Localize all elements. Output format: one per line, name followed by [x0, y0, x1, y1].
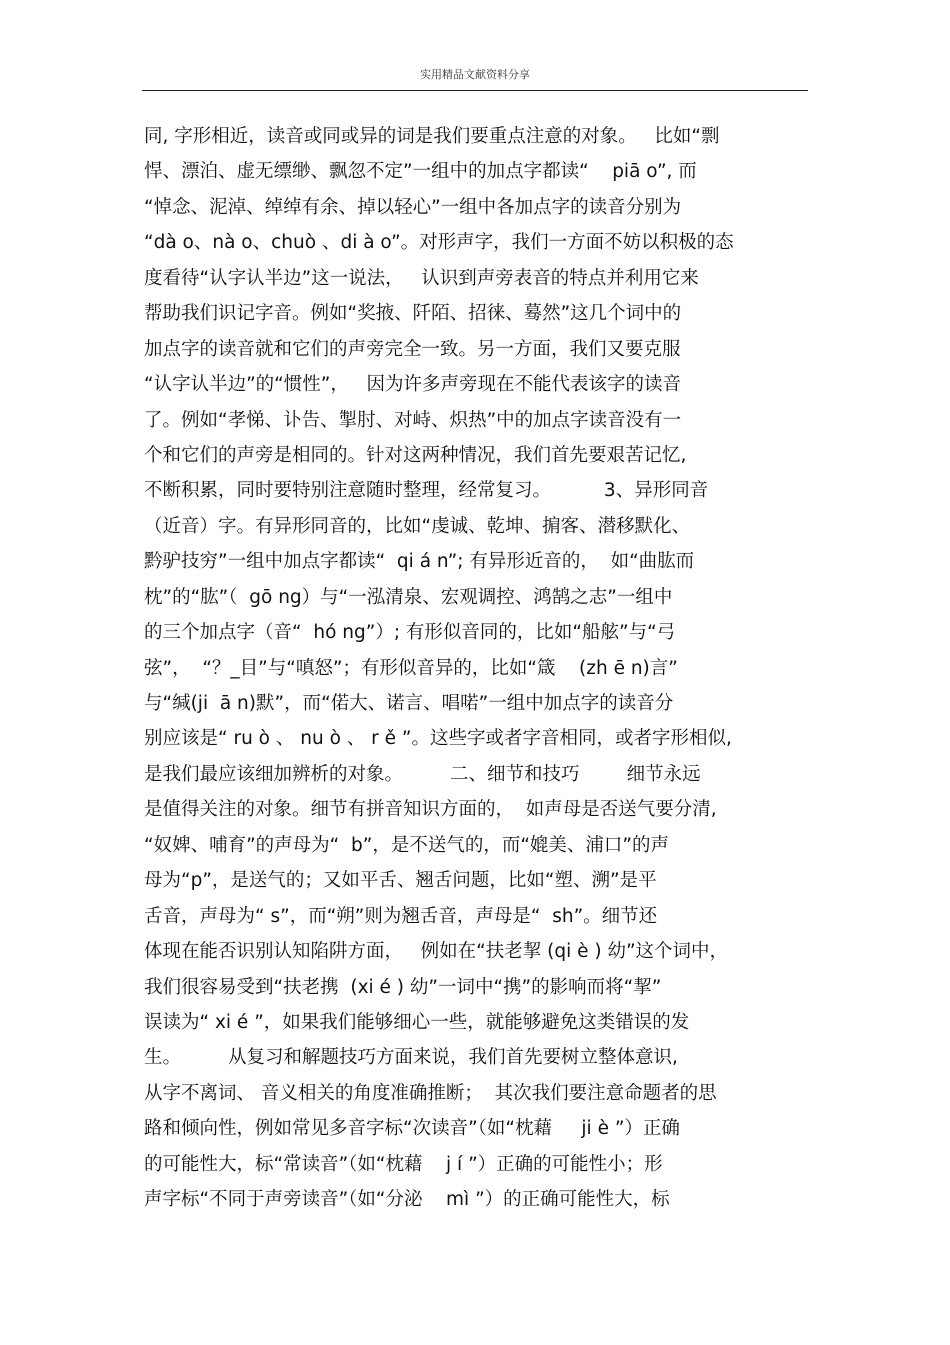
text-line: 与“缄(ji ā n)默”，而“偌大、诺言、唱喏”一组中加点字的读音分 [144, 693, 674, 714]
text-line: 声字标“不同于声旁读音”（如“分泌 mì ”）的正确可能性大，标 [144, 1189, 670, 1211]
text-line: 母为“p”，是送气的；又如平舌、翘舌问题，比如“塑、溯”是平 [144, 870, 657, 892]
text-line: “悼念、泥淖、绰绰有余、掉以轻心”一组中各加点字的读音分别为 [144, 196, 682, 218]
text-line: 悍、漂泊、虚无缥缈、飘忽不定”一组中的加点字都读“ piā o”, 而 [144, 161, 697, 183]
text-line: “认字认半边”的“惯性”， 因为许多声旁现在不能代表该字的读音 [144, 374, 681, 396]
text-line: 枕”的“肱”（ gō ng）与“一泓清泉、宏观调控、鸿鹄之志”一组中 [144, 586, 673, 608]
text-line: 同, 字形相近，读音或同或异的词是我们要重点注意的对象。 比如“剽 [144, 126, 720, 147]
text-line: “dà o、nà o、chuò 、di à o”。对形声字，我们一方面不妨以积极的态 [144, 232, 734, 254]
text-line: 误读为“ xi é ”，如果我们能够细心一些，就能够避免这类错误的发 [144, 1011, 690, 1033]
text-line: “奴婢、哺育”的声母为“ b”，是不送气的，而“媲美、浦口”的声 [144, 834, 670, 856]
text-line: 体现在能否识别认知陷阱方面， 例如在“扶老挈 (qi è ) 幼”这个词中， [144, 941, 729, 963]
text-line: 路和倾向性，例如常见多音字标“次读音”（如“枕藉 ji è ”）正确 [144, 1118, 680, 1140]
text-line: 是我们最应该细加辨析的对象。 二、细节和技巧 细节永远 [144, 763, 701, 785]
text-line: 个和它们的声旁是相同的。针对这两种情况，我们首先要艰苦记忆, [144, 444, 687, 466]
text-line: 黔驴技穷”一组中加点字都读“ qi á n”; 有异形近音的， 如“曲肱而 [144, 551, 695, 573]
text-line: 别应该是“ ru ò 、 nu ò 、 r ě ”。这些字或者字音相同，或者字形相似, [144, 728, 732, 750]
text-line: 的三个加点字（音“ hó ng”）; 有形似音同的，比如“船舷”与“弓 [144, 622, 676, 644]
text-line: 度看待“认字认半边”这一说法， 认识到声旁表音的特点并利用它来 [144, 267, 699, 289]
text-line: 从字不离词、 音义相关的角度准确推断； 其次我们要注意命题者的思 [144, 1082, 717, 1104]
text-line: 帮助我们识记字音。例如“奖掖、阡陌、招徕、蓦然”这几个词中的 [144, 303, 682, 325]
text-line: （近音）字。有异形同音的，比如“虔诚、乾坤、掮客、潜移默化、 [144, 515, 691, 537]
text-line: 不断积累，同时要特别注意随时整理，经常复习。 3、异形同音 [144, 480, 709, 502]
text-line: 舌音，声母为“ s”，而“朔”则为翘舌音，声母是“ sh”。细节还 [144, 905, 658, 927]
text-line: 我们很容易受到“扶老携 (xi é ) 幼”一词中“携”的影响而将“挈” [144, 976, 662, 998]
header-divider [142, 90, 808, 91]
text-line: 是值得关注的对象。细节有拼音知识方面的， 如声母是否送气要分清, [144, 799, 717, 821]
page-header: 实用精品文献资料分享 [420, 68, 530, 81]
text-line: 生。 从复习和解题技巧方面来说，我们首先要树立整体意识, [144, 1047, 678, 1069]
text-line: 的可能性大，标“常读音”（如“枕藉 j í ”）正确的可能性小；形 [144, 1153, 663, 1175]
text-line: 了。例如“孝悌、讣告、掣肘、对峙、炽热”中的加点字读音没有一 [144, 409, 682, 431]
body-text [144, 119, 844, 1218]
text-line: 弦”， “？_目”与“嗔怒”；有形似音异的，比如“箴 (zh ē n)言” [144, 657, 678, 679]
text-line: 加点字的读音就和它们的声旁完全一致。另一方面，我们又要克服 [144, 338, 681, 360]
